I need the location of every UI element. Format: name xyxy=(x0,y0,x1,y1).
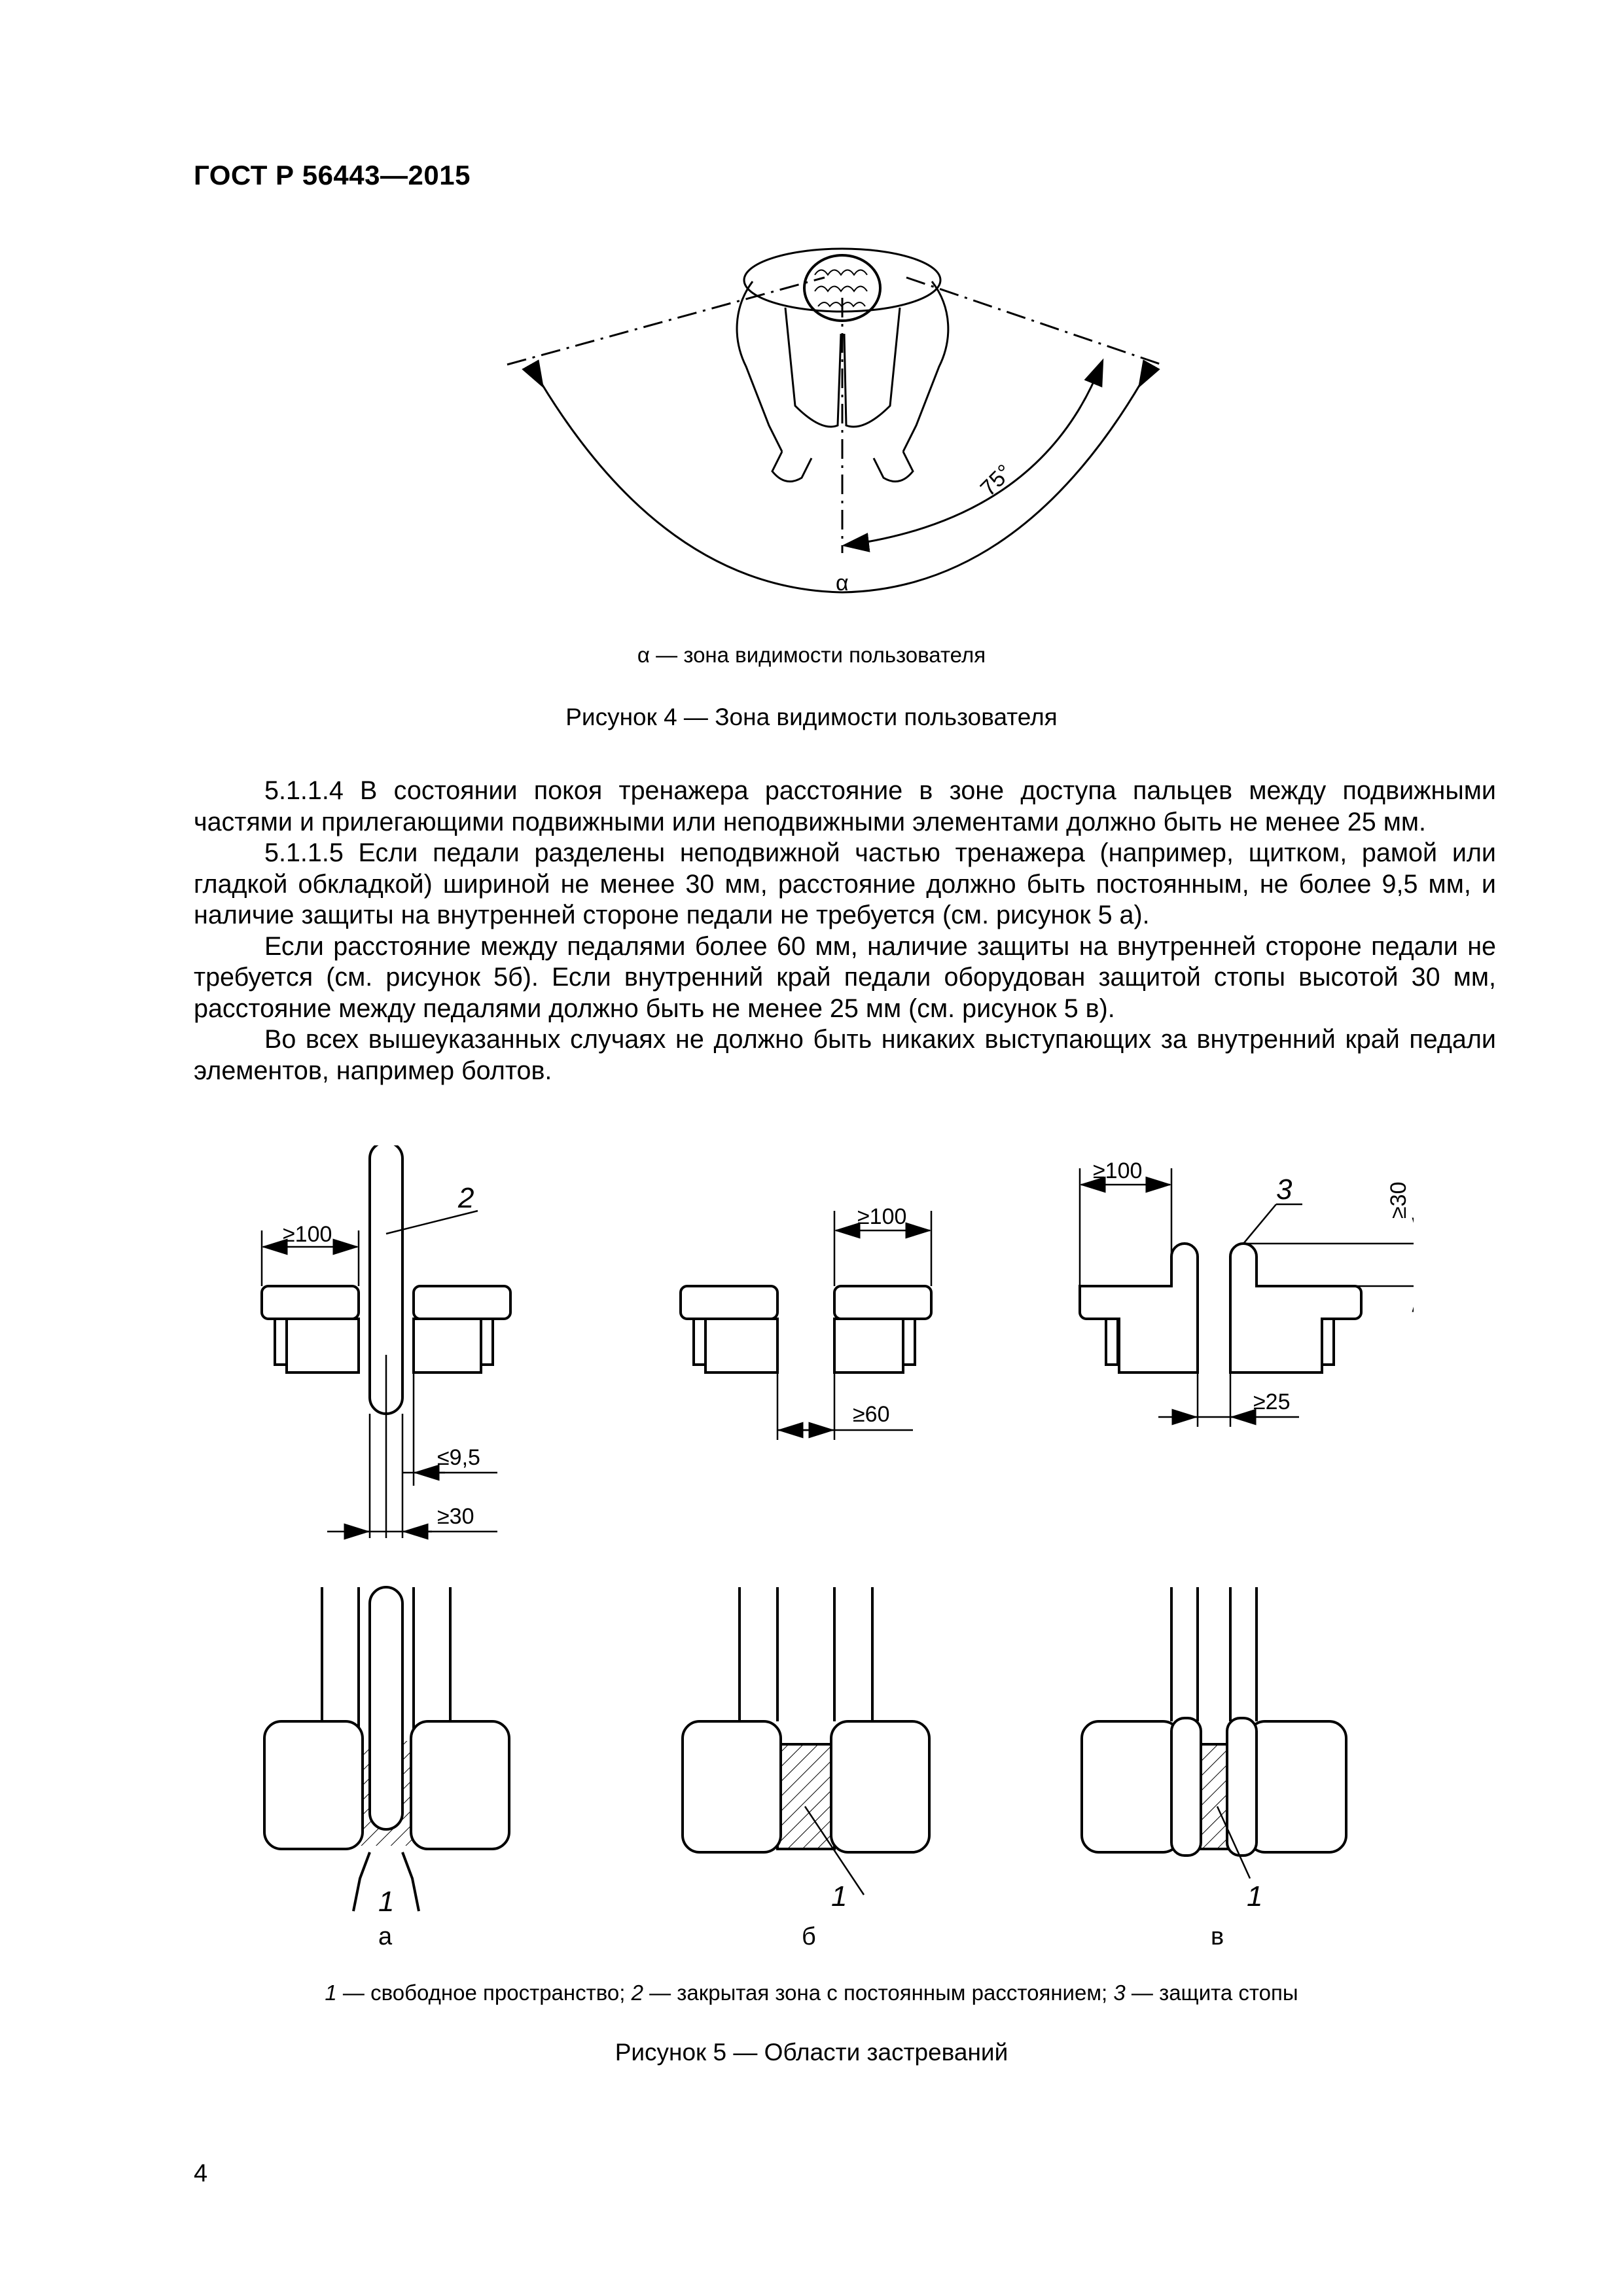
paragraph: 5.1.1.5 Если педали разделены неподвижной частью тренажера (например, щитком, рамой или гладкой обкладкой) шириной не менее 30 мм, расстояние должно быть постоянным, не более 9,5 мм, и наличие защиты на внутренней стороне педали не требуется (см. рисунок 5 а). xyxy=(194,838,1496,929)
callout-1-c: 1 xyxy=(1247,1880,1263,1912)
page-number: 4 xyxy=(194,2160,208,2187)
sublabel-b: б xyxy=(802,1923,816,1950)
legend-num-1: 1 xyxy=(325,1981,337,2005)
side-view-b xyxy=(681,1286,931,1372)
legend-text-2: — закрытая зона с постоянным расстоянием; xyxy=(643,1981,1114,2005)
sight-line-left xyxy=(507,278,825,365)
callout-2: 2 xyxy=(458,1182,474,1214)
dim-b-gap: ≥60 xyxy=(853,1402,890,1427)
document-header: ГОСТ Р 56443—2015 xyxy=(194,160,471,190)
paragraph: Если расстояние между педалями более 60 мм, наличие защиты на внутренней стороне педали не требуется (см. рисунок 5б). Если внутренний край педали оборудован защитой стопы высотой 30 мм, расстояние между педалями должно быть не менее 25 мм (см. рисунок 5 в). xyxy=(194,931,1496,1023)
dim-c-gap: ≥25 xyxy=(1253,1390,1291,1414)
side-view-c xyxy=(1080,1244,1361,1372)
free-space-c xyxy=(1198,1744,1230,1849)
legend-num-3: 3 xyxy=(1113,1981,1126,2005)
callout-1-b: 1 xyxy=(831,1880,847,1912)
top-view-b xyxy=(683,1587,929,1895)
dim-a-gap: ≤9,5 xyxy=(437,1445,480,1470)
legend-text-1: — свободное пространство; xyxy=(336,1981,632,2005)
top-view-c xyxy=(1082,1587,1346,1878)
figure-4-legend: α — зона видимости пользователя xyxy=(637,643,986,667)
figure-5-entrapment-areas xyxy=(236,1145,1414,1970)
dim-c-width: ≥100 xyxy=(1093,1158,1143,1183)
figure-4-visibility-zone xyxy=(497,236,1191,615)
top-view-a xyxy=(264,1587,509,1911)
dim-b-width: ≥100 xyxy=(857,1204,907,1229)
alpha-label: α xyxy=(836,571,849,596)
body-text xyxy=(194,776,1496,1086)
callout-3: 3 xyxy=(1276,1174,1293,1206)
figure-5-caption: Рисунок 5 — Области застреваний xyxy=(615,2039,1008,2066)
alpha-arc xyxy=(533,370,1149,592)
free-space-b xyxy=(777,1744,834,1849)
dim-c-height: ≥30 xyxy=(1386,1181,1411,1219)
paragraph: Во всех вышеуказанных случаях не должно быть никаких выступающих за внутренний край педали элементов, например болтов. xyxy=(194,1025,1496,1085)
sublabel-c: в xyxy=(1211,1923,1224,1950)
callout-1-a: 1 xyxy=(378,1886,395,1918)
dim-a-shield: ≥30 xyxy=(437,1504,474,1529)
legend-num-2: 2 xyxy=(631,1981,643,2005)
legend-text-3: — защита стопы xyxy=(1125,1981,1298,2005)
paragraph: 5.1.1.4 В состоянии покоя тренажера расстояние в зоне доступа пальцев между подвижными частями и прилегающими подвижными или неподвижными элементами должно быть не менее 25 мм. xyxy=(194,776,1496,836)
angle-75-label: 75° xyxy=(975,459,1018,501)
sublabel-a: а xyxy=(378,1923,393,1950)
angle-75-arc xyxy=(851,365,1101,545)
figure-5-legend xyxy=(0,1981,1623,2005)
dim-a-width: ≥100 xyxy=(283,1222,332,1247)
figure-4-caption: Рисунок 4 — Зона видимости пользователя xyxy=(565,704,1058,730)
